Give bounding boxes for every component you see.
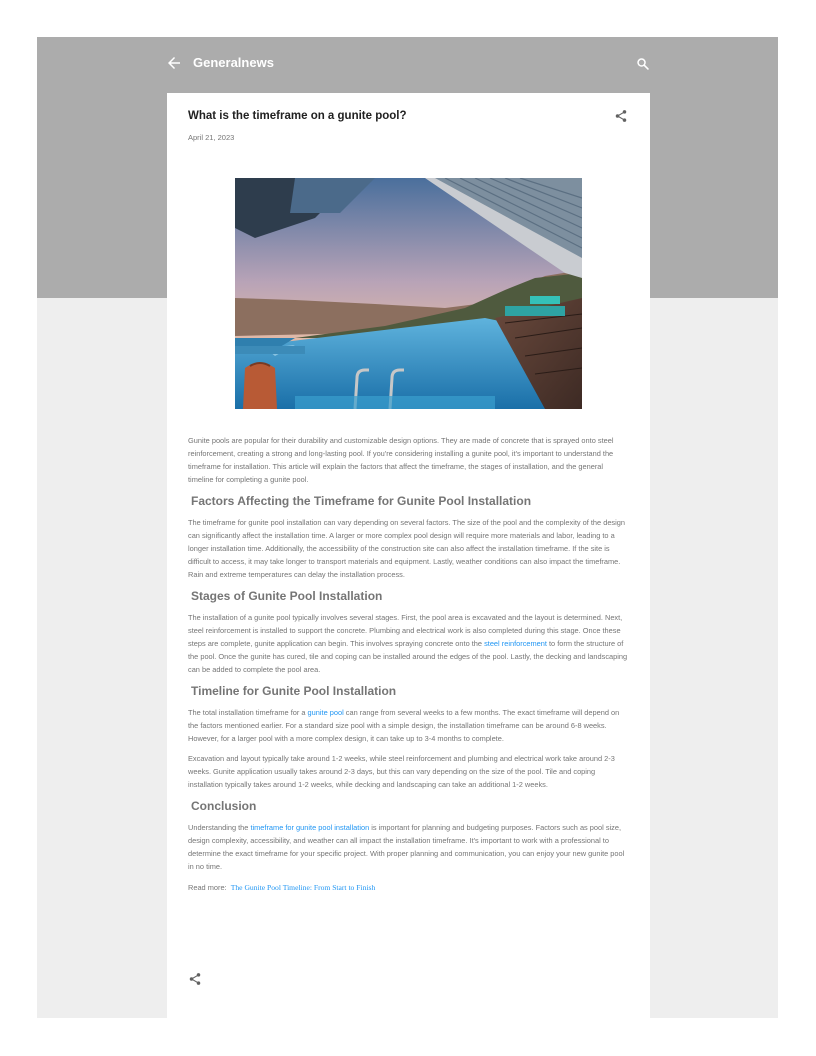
conclusion-text-1: Understanding the bbox=[188, 823, 251, 832]
timeline-text-1: The total installation timeframe for a bbox=[188, 708, 308, 717]
section-heading-timeline: Timeline for Gunite Pool Installation bbox=[191, 684, 397, 698]
hero-image bbox=[235, 178, 582, 409]
timeline-paragraph bbox=[188, 706, 628, 745]
timeline-paragraph-2: Excavation and layout typically take around 1-2 weeks, while steel reinforcement and plumbing and electrical work take around 2-3 weeks. Gunite application usually takes around 2-3 days, but this can vary depending on the size of the pool. Tile and coping installation typically takes around 1-2 weeks, while decking and landscaping can take an additional 1-2 weeks. bbox=[188, 754, 615, 789]
steel-reinforcement-link[interactable]: steel reinforcement bbox=[484, 639, 547, 648]
read-more bbox=[188, 881, 628, 894]
share-icon[interactable] bbox=[188, 972, 202, 986]
blog-title[interactable]: Generalnews bbox=[193, 55, 274, 70]
factors-paragraph: The timeframe for gunite pool installation can vary depending on several factors. The size of the pool and the complexity of the design can significantly affect the installation time. A larger or more complex pool design will require more materials and labor, leading to a longer installation time. Additionally, the accessibility of the construction site can also affect the installation timeframe. If the site is difficult to access, it may take longer to transport materials and equipment. Lastly, weather conditions can also impact the timeframe. Rain and extreme temperatures can delay the installation process. bbox=[188, 518, 625, 579]
stages-paragraph bbox=[188, 611, 628, 676]
section-heading-factors: Factors Affecting the Timeframe for Gunite Pool Installation bbox=[191, 494, 532, 508]
section-heading-stages: Stages of Gunite Pool Installation bbox=[191, 589, 383, 603]
intro-paragraph: Gunite pools are popular for their durability and customizable design options. They are made of concrete that is sprayed onto steel reinforcement, creating a strong and long-lasting pool. If you're considering installing a gunite pool, it's important to understand the timeframe for installation. This article will explain the factors that affect the timeframe, the stages of installation, and the general timeline for completing a gunite pool. bbox=[188, 436, 614, 484]
read-more-link[interactable]: The Gunite Pool Timeline: From Start to Finish bbox=[230, 883, 376, 892]
post-title: What is the timeframe on a gunite pool? bbox=[188, 110, 407, 122]
share-icon[interactable] bbox=[614, 109, 628, 123]
gunite-pool-link[interactable]: gunite pool bbox=[307, 708, 344, 717]
page-frame bbox=[37, 37, 778, 1018]
timeframe-link[interactable]: timeframe for gunite pool installation bbox=[250, 823, 370, 832]
top-bar bbox=[37, 37, 778, 89]
post-date: April 21, 2023 bbox=[188, 133, 235, 142]
post-card bbox=[167, 93, 650, 1018]
post-body bbox=[188, 434, 628, 894]
read-more-label: Read more: bbox=[188, 883, 227, 892]
timeline-text-2: can range from several weeks to a few months. The exact timeframe will depend on the factors mentioned earlier. For a standard size pool with a simple design, the installation timeframe can be around 6-8 weeks. However, for a larger pool with a more complex design, it can take up to 3-4 months to complete. bbox=[188, 708, 620, 743]
conclusion-paragraph bbox=[188, 821, 628, 873]
section-heading-conclusion: Conclusion bbox=[191, 799, 257, 813]
conclusion-text-2: is important for planning and budgeting purposes. Factors such as pool size, design complexity, accessibility, and weather can all impact the installation timeframe. It's important to work with a professional to determine the exact timeframe for your specific project. With proper planning and communication, you can enjoy your new gunite pool in no time. bbox=[188, 823, 625, 871]
stages-text-2: to form the structure of the pool. Once the gunite has cured, tile and coping can be installed around the edges of the pool. Lastly, the decking and landscaping can be added to complete the pool area. bbox=[188, 639, 628, 674]
search-icon[interactable] bbox=[636, 57, 650, 71]
arrow-left-icon[interactable] bbox=[165, 54, 183, 72]
stages-text-1: The installation of a gunite pool typically involves several stages. First, the pool area is excavated and the layout is determined. Next, steel reinforcement is installed to support the concrete. Plumbing and electrical work is also completed during this stage. Once these steps are complete, gunite application can begin. This involves spraying concrete onto the bbox=[188, 613, 623, 648]
